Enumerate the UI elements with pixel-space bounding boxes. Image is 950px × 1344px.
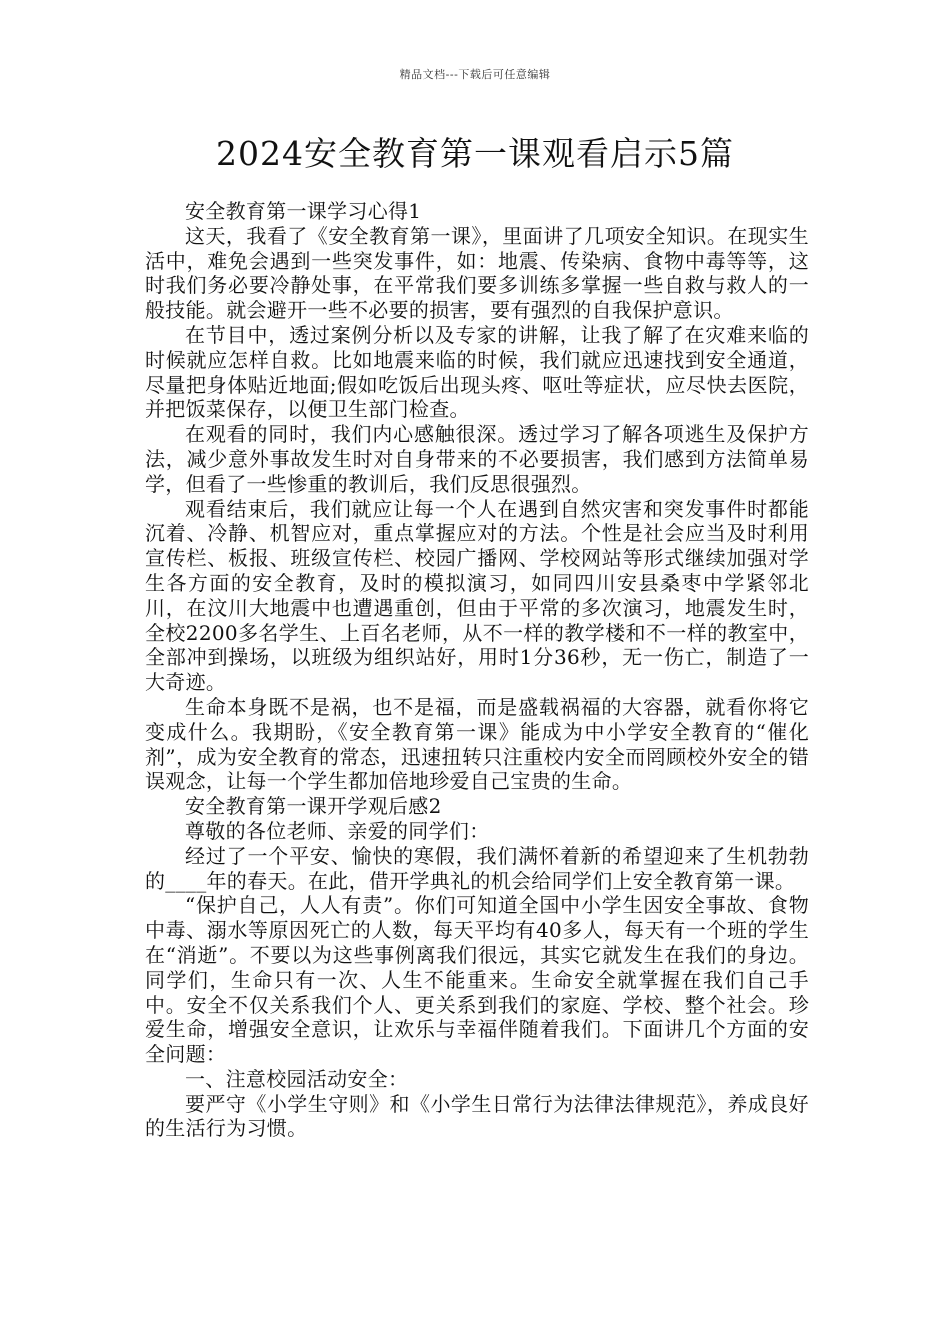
paragraph: 观看结束后，我们就应让每一个人在遇到自然灾害和突发事件时都能沉着、冷静、机智应对，重点掌握应对的方法。个性是社会应当及时利用宣传栏、板报、班级宣传栏、校园广播网、学校网站等形式继续加强对学生各方面的安全教育，及时的模拟演习，如同四川安县桑枣中学紧邻北川，在汶川大地震中也遭遇重创，但由于平常的多次演习，地震发生时，全校2200多名学生、上百名老师，从不一样的教学楼和不一样的教室中，全部冲到操场，以班级为组织站好，用时1分36秒，无一伤亡，制造了一大奇迹。	[145, 496, 809, 695]
header-note: 精品文档---下载后可任意编辑	[399, 68, 551, 81]
paragraph: 这天，我看了《安全教育第一课》，里面讲了几项安全知识。在现实生活中，难免会遇到一些突发事件，如：地震、传染病、食物中毒等等，这时我们务必要冷静处事，在平常我们要多训练多掌握一些自救与救人的一般技能。就会避开一些不必要的损害，要有强烈的自我保护意识。	[145, 223, 809, 323]
subheading: 一、注意校园活动安全：	[185, 1066, 409, 1091]
paragraph: 要严守《小学生守则》和《小学生日常行为法律法律规范》，养成良好的生活行为习惯。	[145, 1091, 809, 1141]
paragraph: 在节目中，透过案例分析以及专家的讲解，让我了解了在灾难来临的时候就应怎样自救。比如地震来临的时候，我们就应迅速找到安全通道，尽量把身体贴近地面;假如吃饭后出现头疼、呕吐等症状，应尽快去医院，并把饭菜保存，以便卫生部门检查。	[145, 322, 809, 422]
paragraph: 生命本身既不是祸，也不是福，而是盛载祸福的大容器，就看你将它变成什么。我期盼，《安全教育第一课》能成为中小学安全教育的“催化剂”，成为安全教育的常态，迅速扭转只注重校内安全而罔顾校外安全的错误观念，让每一个学生都加倍地珍爱自己宝贵的生命。	[145, 694, 809, 794]
document-body	[145, 199, 809, 1141]
salutation: 尊敬的各位老师、亲爱的同学们：	[185, 818, 490, 843]
section-heading-2: 安全教育第一课开学观后感2	[185, 794, 442, 819]
document-title: 2024安全教育第一课观看启示5篇	[216, 134, 734, 173]
paragraph: 在观看的同时，我们内心感触很深。透过学习了解各项逃生及保护方法，减少意外事故发生时对自身带来的不必要损害，我们感到方法简单易学，但看了一些惨重的教训后，我们反思很强烈。	[145, 422, 809, 496]
paragraph: 经过了一个平安、愉快的寒假，我们满怀着新的希望迎来了生机勃勃的____年的春天。在此，借开学典礼的机会给同学们上安全教育第一课。	[145, 843, 809, 893]
paragraph: “保护自己，人人有责”。你们可知道全国中小学生因安全事故、食物中毒、溺水等原因死亡的人数，每天平均有40多人，每天有一个班的学生在“消逝”。不要以为这些事例离我们很远，其实它就发生在我们的身边。同学们，生命只有一次、人生不能重来。生命安全就掌握在我们自己手中。安全不仅关系我们个人、更关系到我们的家庭、学校、整个社会。珍爱生命，增强安全意识，让欢乐与幸福伴随着我们。下面讲几个方面的安全问题：	[145, 893, 809, 1067]
section-heading-1: 安全教育第一课学习心得1	[185, 199, 422, 223]
